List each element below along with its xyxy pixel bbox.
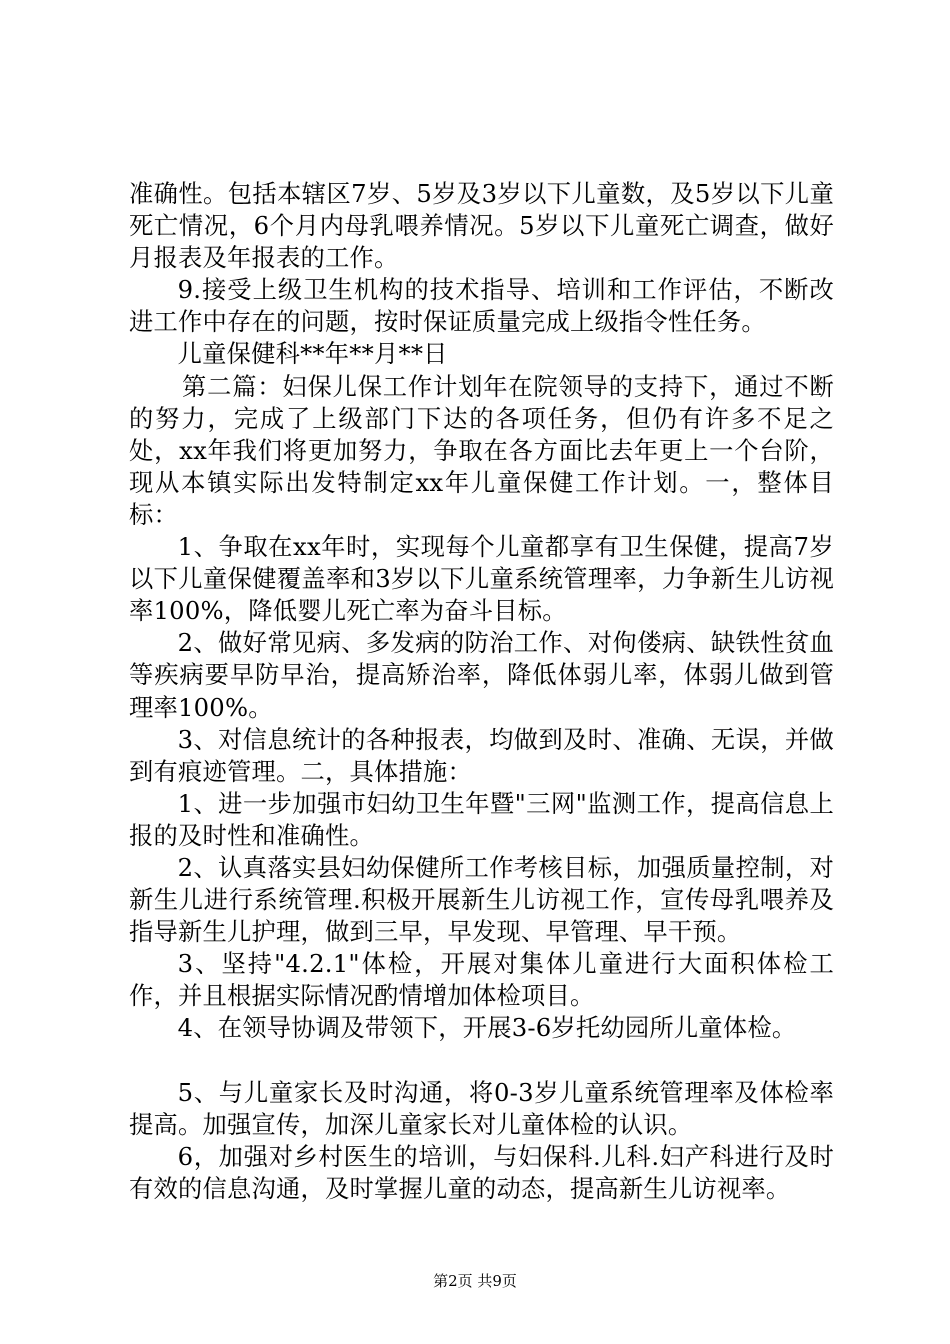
page-number-label: 第2页 共9页 (433, 1272, 517, 1290)
paragraph-measure-3: 3、坚持"4.2.1"体检，开展对集体儿童进行大面积体检工作，并且根据实际情况酌情增加体检项目。 (129, 949, 834, 1011)
paragraph-goal-3: 3、对信息统计的各种报表，均做到及时、准确、无误，并做到有痕迹管理。二，具体措施： (129, 724, 834, 786)
document-body (129, 178, 834, 1205)
paragraph-second-article-intro: 第二篇：妇保儿保工作计划年在院领导的支持下，通过不断的努力，完成了上级部门下达的各项任务，但仍有许多不足之处，xx年我们将更加努力，争取在各方面比去年更上一个台阶，现从本镇实际出发特制定xx年儿童保健工作计划。一，整体目标： (129, 371, 834, 529)
paragraph-measure-6: 6，加强对乡村医生的培训，与妇保科.儿科.妇产科进行及时有效的信息沟通，及时掌握儿童的动态，提高新生儿访视率。 (129, 1141, 834, 1203)
paragraph-measure-4: 4、在领导协调及带领下，开展3-6岁托幼园所儿童体检。 (177, 1013, 797, 1043)
paragraph-goal-1: 1、争取在xx年时，实现每个儿童都享有卫生保健，提高7岁以下儿童保健覆盖率和3岁以下儿童系统管理率，力争新生儿访视率100%，降低婴儿死亡率为奋斗目标。 (129, 532, 834, 626)
paragraph-item-9: 9.接受上级卫生机构的技术指导、培训和工作评估，不断改进工作中存在的问题，按时保证质量完成上级指令性任务。 (129, 275, 834, 337)
paragraph-measure-2: 2、认真落实县妇幼保健所工作考核目标，加强质量控制，对新生儿进行系统管理.积极开展新生儿访视工作，宣传母乳喂养及指导新生儿护理，做到三早，早发现、早管理、早干预。 (129, 852, 834, 947)
paragraph-measure-1: 1、进一步加强市妇幼卫生年暨"三网"监测工作，提高信息上报的及时性和准确性。 (129, 788, 834, 850)
paragraph-continuation: 准确性。包括本辖区7岁、5岁及3岁以下儿童数，及5岁以下儿童死亡情况，6个月内母乳喂养情况。5岁以下儿童死亡调查，做好月报表及年报表的工作。 (129, 179, 834, 273)
paragraph-signature: 儿童保健科**年**月**日 (177, 339, 448, 369)
page-footer (0, 1271, 950, 1291)
paragraph-measure-5: 5、与儿童家长及时沟通，将0-3岁儿童系统管理率及体检率提高。加强宣传，加深儿童家长对儿童体检的认识。 (129, 1077, 834, 1139)
paragraph-goal-2: 2、做好常见病、多发病的防治工作、对佝偻病、缺铁性贫血等疾病要早防早治，提高矫治率，降低体弱儿率，体弱儿做到管理率100%。 (129, 628, 834, 722)
